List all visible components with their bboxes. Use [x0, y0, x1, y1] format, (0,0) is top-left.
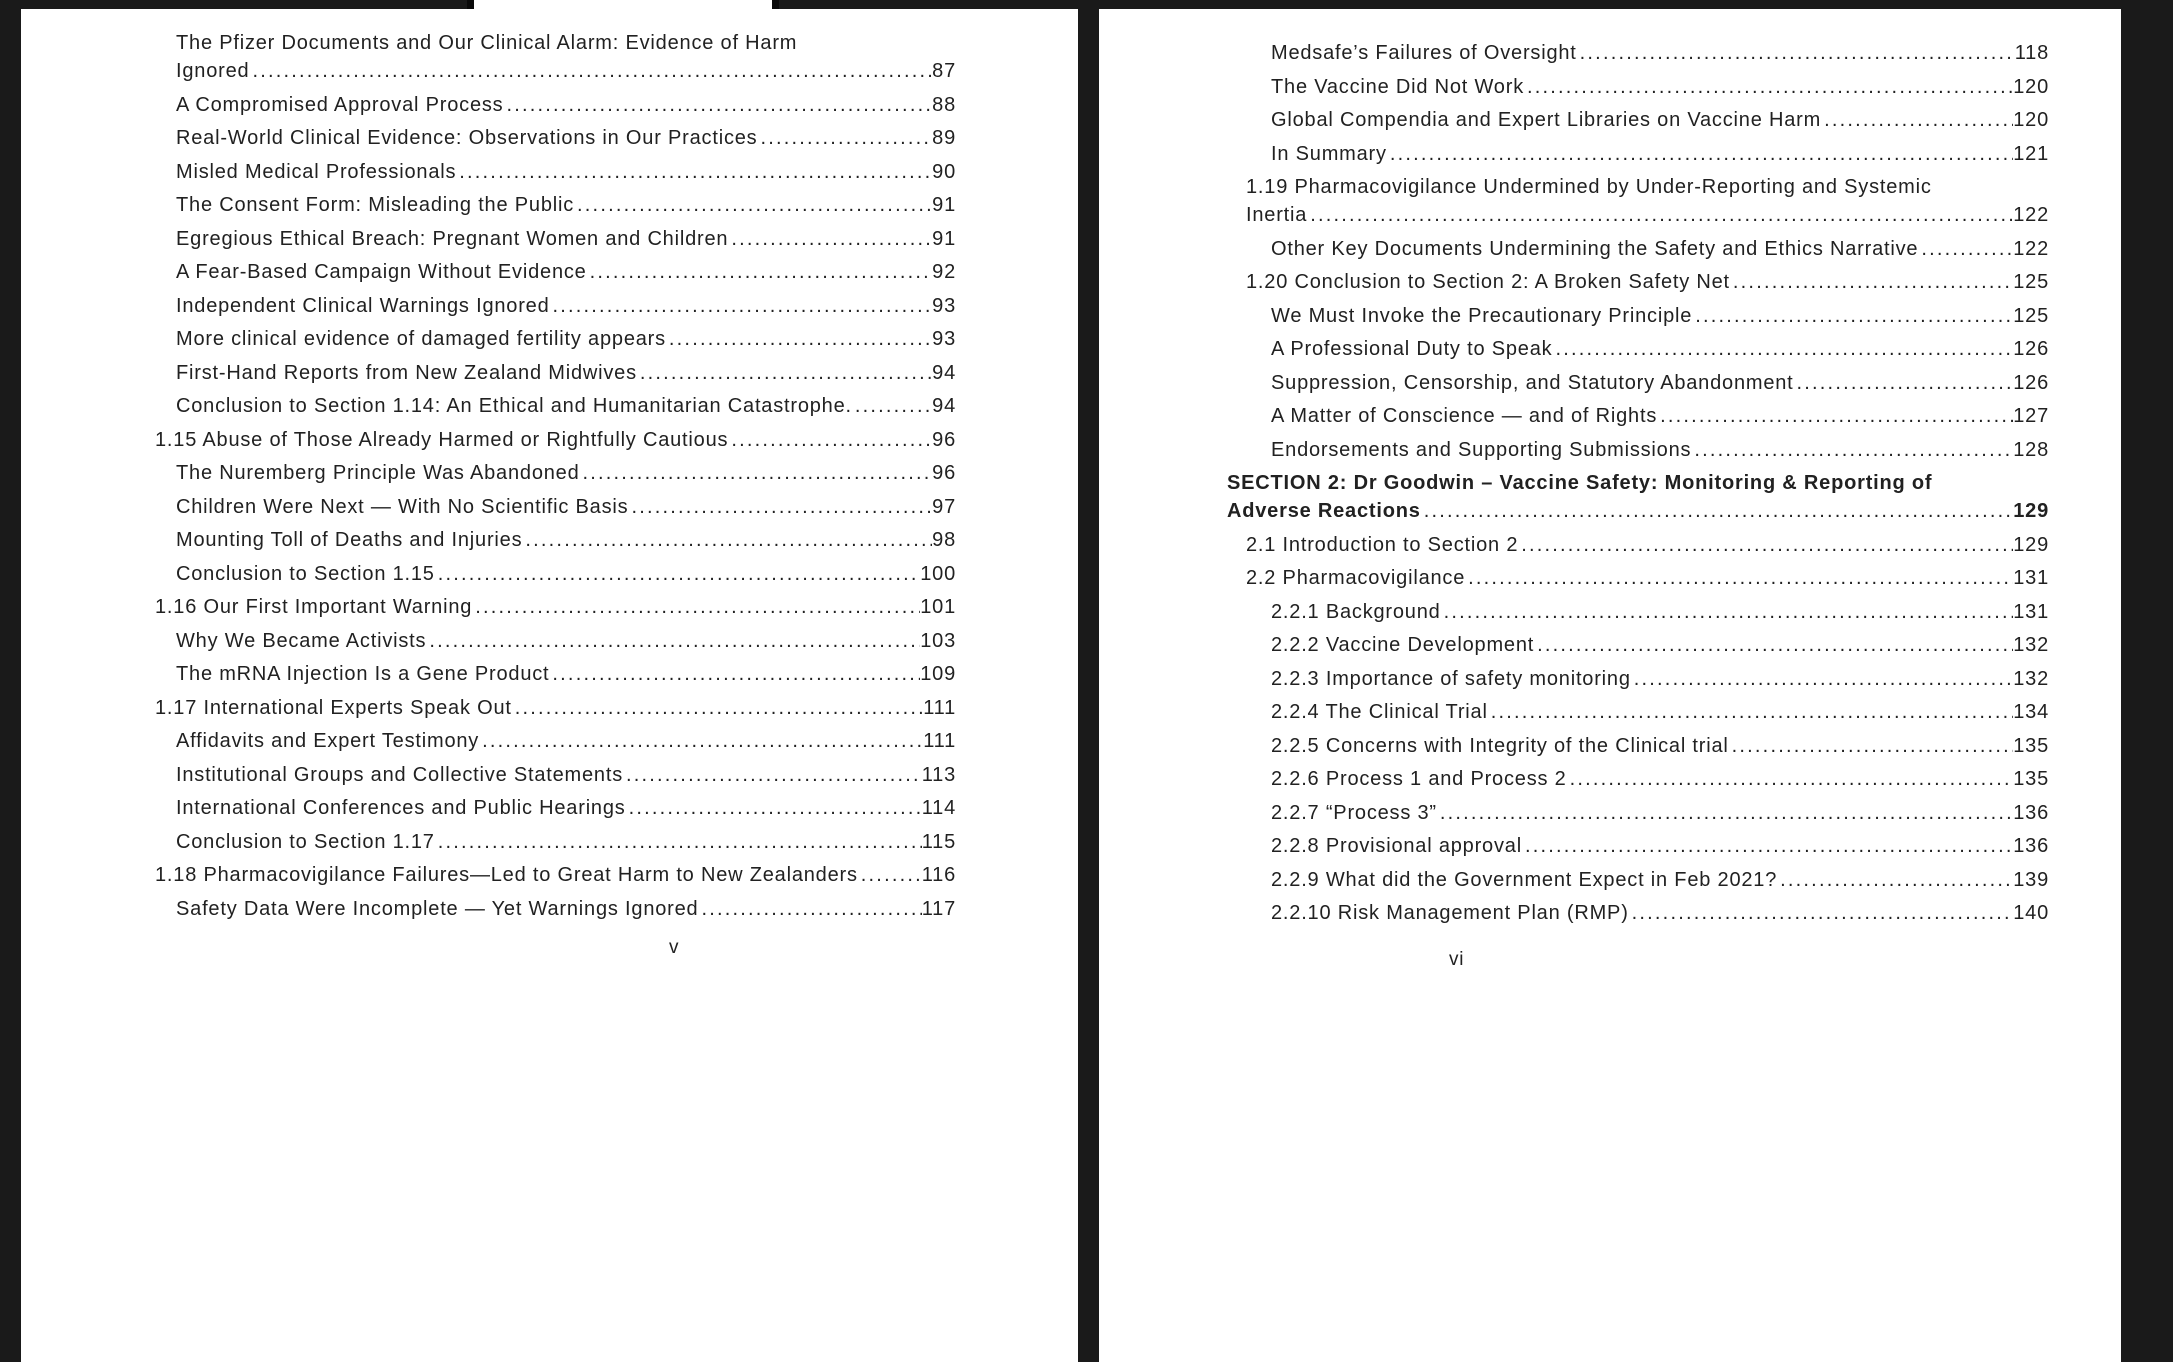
toc-page-number: 90 [932, 160, 956, 183]
dot-leader [553, 292, 933, 320]
dot-leader [515, 694, 923, 722]
dot-leader [1525, 832, 2013, 860]
toc-row [1271, 140, 2049, 168]
toc-page-number: 125 [2013, 271, 2049, 293]
toc-entry [1227, 268, 2049, 296]
toc-row [176, 560, 956, 588]
toc-page-number: 91 [932, 194, 956, 216]
dot-leader [475, 593, 920, 621]
toc-row [1246, 268, 2049, 296]
dot-leader [1780, 866, 2013, 894]
toc-row [176, 57, 956, 85]
toc-list [1227, 39, 2049, 927]
toc-row [1271, 732, 2049, 760]
toc-page-number: 100 [920, 562, 956, 585]
toc-entry-text: Safety Data Were Incomplete — Yet Warnings Ignored [176, 897, 699, 920]
toc-entry [1227, 402, 2049, 430]
toc-entry [154, 124, 956, 152]
toc-entry-text: 2.2.3 Importance of safety monitoring [1271, 667, 1631, 690]
dot-leader [855, 392, 932, 420]
toc-entry [1227, 436, 2049, 464]
toc-entry-text: 2.2.10 Risk Management Plan (RMP) [1271, 902, 1629, 924]
toc-page-number: 118 [2014, 42, 2049, 64]
toc-entry-text: Independent Clinical Warnings Ignored [176, 294, 550, 317]
toc-row [176, 191, 956, 219]
toc-row [176, 225, 956, 253]
toc-page-number: 96 [932, 428, 956, 451]
toc-row [1271, 598, 2049, 626]
toc-entry [1227, 531, 2049, 559]
toc-entry [1227, 140, 2049, 168]
toc-entry-text: We Must Invoke the Precautionary Principle [1271, 304, 1693, 327]
toc-entry-text: Inertia [1246, 204, 1308, 226]
toc-entry [154, 426, 956, 454]
toc-entry-text: 1.16 Our First Important Warning [155, 596, 473, 618]
toc-entry [1227, 732, 2049, 760]
dot-leader [669, 325, 932, 353]
toc-entry [154, 761, 956, 789]
toc-entry-text: 1.19 Pharmacovigilance Undermined by Under-Reporting and Systemic [1246, 176, 1932, 198]
toc-row [1227, 497, 2049, 525]
dot-leader [731, 225, 932, 253]
toc-row [176, 794, 956, 822]
dot-leader [1491, 698, 2014, 726]
dot-leader [482, 727, 923, 755]
toc-entry [1227, 866, 2049, 894]
toc-entry [154, 493, 956, 521]
toc-entry-text: Medsafe’s Failures of Oversight [1271, 42, 1577, 64]
toc-row [155, 426, 956, 454]
toc-entry-text: 2.2.2 Vaccine Development [1271, 634, 1535, 656]
toc-entry [154, 292, 956, 320]
toc-entry-text: Conclusion to Section 1.14: An Ethical and Humanitarian Catastrophe. [176, 395, 852, 417]
dot-leader [1570, 765, 2014, 793]
dot-leader [1440, 799, 2013, 827]
toc-entry [154, 861, 956, 889]
toc-entry [1227, 106, 2049, 134]
toc-entry [154, 225, 956, 253]
toc-row [176, 727, 956, 755]
toc-entry-text: Real-World Clinical Evidence: Observations in Our Practices [176, 127, 758, 149]
toc-page-number: 94 [932, 395, 956, 417]
toc-entry [154, 191, 956, 219]
toc-entry-text: First-Hand Reports from New Zealand Midwives [176, 361, 637, 384]
toc-page-number: 117 [921, 897, 956, 920]
toc-entry-text: Other Key Documents Undermining the Safety and Ethics Narrative [1271, 237, 1919, 260]
toc-row [1271, 235, 2049, 263]
toc-page-number: 129 [2013, 533, 2049, 556]
toc-entry [154, 660, 956, 688]
toc-page-number: 93 [932, 294, 956, 317]
toc-page-number: 136 [2013, 801, 2049, 824]
dot-leader [861, 861, 922, 889]
toc-entry-text: 2.2.7 “Process 3” [1271, 801, 1437, 824]
toc-page-number: 134 [2013, 701, 2049, 723]
toc-page-number: 115 [921, 830, 956, 853]
dot-leader [1521, 531, 2013, 559]
toc-entry-text: 2.2.4 The Clinical Trial [1271, 701, 1488, 723]
toc-entry [154, 694, 956, 722]
dot-leader [438, 560, 920, 588]
toc-row [1271, 665, 2049, 693]
toc-entry-text: The Nuremberg Principle Was Abandoned [176, 462, 580, 484]
toc-entry [1227, 302, 2049, 330]
toc-row [155, 861, 956, 889]
dot-leader [1632, 899, 2014, 927]
toc-entry-text: The Pfizer Documents and Our Clinical Alarm: Evidence of Harm [176, 32, 798, 54]
toc-row [176, 526, 956, 554]
toc-entry-text: Children Were Next — With No Scientific Basis [176, 495, 629, 518]
toc-page-number: 97 [932, 495, 956, 518]
dot-leader [1694, 436, 2013, 464]
dot-leader [1660, 402, 2013, 430]
dot-leader [1468, 564, 2013, 592]
dot-leader [429, 627, 920, 655]
toc-page-number: 122 [2013, 204, 2049, 226]
toc-row [176, 292, 956, 320]
toc-row [176, 325, 956, 353]
toc-page-number: 126 [2013, 338, 2049, 360]
toc-row [1271, 369, 2049, 397]
toc-row [176, 828, 956, 856]
toc-entry-text: Misled Medical Professionals [176, 160, 457, 183]
toc-page-number: 120 [2013, 75, 2049, 98]
toc-entry-text: 2.2 Pharmacovigilance [1246, 567, 1466, 589]
dot-leader [525, 526, 932, 554]
dot-leader [1390, 140, 2013, 168]
toc-entry-text: 2.2.5 Concerns with Integrity of the Clinical trial [1271, 734, 1729, 757]
toc-row [1271, 866, 2049, 894]
toc-row [1271, 39, 2049, 67]
toc-entry [154, 627, 956, 655]
dot-leader [1797, 369, 2014, 397]
toc-page-number: 113 [921, 763, 956, 786]
toc-page-number: 91 [932, 227, 956, 250]
dot-leader [760, 124, 932, 152]
toc-entry-text: The Vaccine Did Not Work [1271, 75, 1524, 98]
dot-leader [583, 459, 933, 487]
toc-entry [154, 727, 956, 755]
toc-row [1271, 832, 2049, 860]
toc-entry-text: 2.2.9 What did the Government Expect in Feb 2021? [1271, 868, 1778, 891]
toc-entry-text: Affidavits and Expert Testimony [176, 730, 480, 752]
toc-row [176, 627, 956, 655]
toc-page-number: 122 [2013, 237, 2049, 260]
toc-entry-text: Adverse Reactions [1227, 500, 1421, 522]
toc-entry-text: A Compromised Approval Process [176, 93, 504, 116]
toc-row [155, 694, 956, 722]
toc-row [176, 660, 956, 688]
toc-entry [154, 392, 956, 420]
toc-row [1271, 698, 2049, 726]
toc-entry [154, 325, 956, 353]
toc-entry [154, 258, 956, 286]
toc-entry-text: 1.17 International Experts Speak Out [155, 696, 512, 719]
toc-entry [1227, 173, 2049, 229]
toc-entry-text: Suppression, Censorship, and Statutory Abandonment [1271, 371, 1794, 394]
toc-row [1271, 106, 2049, 134]
dot-leader [1310, 201, 2013, 229]
dot-leader [1537, 631, 2013, 659]
toc-entry-text: A Matter of Conscience — and of Rights [1271, 405, 1658, 427]
dot-leader [1424, 497, 2014, 525]
toc-row [1271, 899, 2049, 927]
toc-entry-text: 1.15 Abuse of Those Already Harmed or Rightfully Cautious [155, 428, 729, 451]
toc-page-number: 132 [2013, 667, 2049, 690]
toc-row [176, 761, 956, 789]
toc-entry-text: Institutional Groups and Collective Statements [176, 763, 624, 786]
toc-entry [154, 794, 956, 822]
toc-entry-text: SECTION 2: Dr Goodwin – Vaccine Safety: Monitoring & Reporting of [1227, 472, 1933, 494]
toc-row [1271, 302, 2049, 330]
dot-leader [1580, 39, 2015, 67]
toc-page-number: 121 [2013, 142, 2049, 165]
toc-row [1246, 531, 2049, 559]
toc-row [176, 91, 956, 119]
dot-leader [1444, 598, 2014, 626]
toc-row [1271, 73, 2049, 101]
toc-entry-text: Conclusion to Section 1.15 [176, 562, 435, 585]
toc-entry [154, 359, 956, 387]
toc-entry [1227, 335, 2049, 363]
toc-page-number: 87 [932, 60, 956, 82]
toc-page-number: 135 [2013, 768, 2049, 790]
toc-entry [1227, 765, 2049, 793]
document-page-right [1099, 9, 2121, 1362]
toc-entry [1227, 39, 2049, 67]
toc-row [1271, 765, 2049, 793]
page-edge-artifact [467, 0, 779, 9]
toc-row [176, 158, 956, 186]
toc-entry-text: The Consent Form: Misleading the Public [176, 194, 575, 216]
toc-row [176, 258, 956, 286]
dot-leader [731, 426, 932, 454]
toc-entry [1227, 799, 2049, 827]
toc-row [1246, 201, 2049, 229]
dot-leader [1921, 235, 2013, 263]
dot-leader [590, 258, 933, 286]
toc-page-number: 96 [932, 462, 956, 484]
toc-entry [1227, 698, 2049, 726]
toc-entry-text: Mounting Toll of Deaths and Injuries [176, 529, 523, 551]
dot-leader [1555, 335, 2013, 363]
toc-entry [1227, 899, 2049, 927]
toc-entry-text: In Summary [1271, 142, 1387, 165]
toc-page-number: 125 [2013, 304, 2049, 327]
toc-row [1271, 335, 2049, 363]
toc-page-number: 114 [921, 797, 956, 819]
toc-entry-text: 2.2.6 Process 1 and Process 2 [1271, 768, 1567, 790]
toc-page-number: 98 [932, 529, 956, 551]
dot-leader [459, 158, 932, 186]
toc-page-number: 88 [932, 93, 956, 116]
toc-row [1271, 402, 2049, 430]
toc-page-number: 135 [2013, 734, 2049, 757]
toc-row [1271, 631, 2049, 659]
toc-entry [1227, 73, 2049, 101]
dot-leader [626, 761, 922, 789]
toc-row [1271, 799, 2049, 827]
toc-page-number: 93 [932, 328, 956, 350]
toc-entry [154, 895, 956, 923]
dot-leader [1527, 73, 2013, 101]
toc-entry-text: 1.18 Pharmacovigilance Failures—Led to Great Harm to New Zealanders [155, 864, 858, 886]
toc-entry [1227, 235, 2049, 263]
toc-entry-text: The mRNA Injection Is a Gene Product [176, 663, 550, 685]
toc-entry [154, 158, 956, 186]
toc-list [154, 29, 956, 923]
toc-row [176, 124, 956, 152]
toc-page-number: 89 [932, 127, 956, 149]
dot-leader [629, 794, 922, 822]
toc-entry [154, 560, 956, 588]
dot-leader [631, 493, 932, 521]
toc-entry-text: Egregious Ethical Breach: Pregnant Women and Children [176, 227, 729, 250]
toc-page-number: 101 [920, 596, 956, 618]
toc-page-number: 92 [932, 261, 956, 283]
toc-row [1246, 564, 2049, 592]
dot-leader [1733, 268, 2013, 296]
dot-leader [438, 828, 922, 856]
toc-page-number: 139 [2013, 868, 2049, 891]
toc-page-number: 140 [2013, 902, 2049, 924]
dot-leader [506, 91, 932, 119]
toc-entry-text: Endorsements and Supporting Submissions [1271, 438, 1692, 461]
toc-entry-text: Why We Became Activists [176, 629, 427, 652]
toc-entry-text: Conclusion to Section 1.17 [176, 830, 435, 853]
dot-leader [1695, 302, 2013, 330]
page-number-folio: v [669, 937, 680, 958]
toc-page-number: 116 [921, 864, 956, 886]
toc-entry [1227, 369, 2049, 397]
toc-entry [1227, 665, 2049, 693]
toc-entry-text: Ignored [176, 60, 250, 82]
toc-entry [154, 593, 956, 621]
toc-row [1271, 436, 2049, 464]
dot-leader [252, 57, 932, 85]
toc-page-number: 120 [2013, 109, 2049, 131]
dot-leader [1634, 665, 2013, 693]
dot-leader [577, 191, 932, 219]
toc-entry [154, 526, 956, 554]
toc-page-number: 136 [2013, 835, 2049, 857]
toc-page-number: 128 [2013, 438, 2049, 461]
toc-entry-text: 1.20 Conclusion to Section 2: A Broken Safety Net [1246, 271, 1730, 293]
toc-page-number: 94 [932, 361, 956, 384]
toc-page-number: 131 [2013, 600, 2049, 623]
toc-page-number: 129 [2013, 500, 2049, 522]
toc-entry-text: More clinical evidence of damaged fertility appears [176, 328, 666, 350]
toc-entry [1227, 631, 2049, 659]
toc-page-number: 111 [923, 730, 956, 752]
document-page-left [21, 9, 1078, 1362]
dot-leader [640, 359, 932, 387]
toc-entry [1227, 598, 2049, 626]
toc-page-number: 132 [2013, 634, 2049, 656]
toc-entry [154, 91, 956, 119]
dot-leader [1824, 106, 2013, 134]
toc-entry [154, 828, 956, 856]
toc-page-number: 109 [920, 663, 956, 685]
page-number-folio: vi [1449, 949, 1465, 970]
toc-entry-text: 2.2.1 Background [1271, 600, 1441, 623]
dot-leader [552, 660, 920, 688]
toc-page-number: 131 [2013, 567, 2049, 589]
toc-page-number: 111 [923, 696, 956, 719]
toc-entry-text: Global Compendia and Expert Libraries on Vaccine Harm [1271, 109, 1822, 131]
toc-row [176, 392, 956, 420]
dot-leader [701, 895, 921, 923]
toc-row [176, 459, 956, 487]
toc-row [176, 895, 956, 923]
toc-row [176, 493, 956, 521]
toc-entry [154, 459, 956, 487]
toc-entry-text: A Fear-Based Campaign Without Evidence [176, 261, 587, 283]
toc-entry-text: 2.1 Introduction to Section 2 [1246, 533, 1519, 556]
toc-page-number: 127 [2013, 405, 2049, 427]
toc-entry-text: International Conferences and Public Hearings [176, 797, 626, 819]
toc-entry-text: 2.2.8 Provisional approval [1271, 835, 1522, 857]
toc-entry [154, 29, 956, 85]
toc-entry-text: A Professional Duty to Speak [1271, 338, 1553, 360]
toc-row [155, 593, 956, 621]
toc-page-number: 103 [920, 629, 956, 652]
toc-entry [1227, 564, 2049, 592]
toc-row [176, 359, 956, 387]
toc-entry [1227, 832, 2049, 860]
toc-entry [1227, 469, 2049, 525]
toc-page-number: 126 [2013, 371, 2049, 394]
dot-leader [1732, 732, 2014, 760]
